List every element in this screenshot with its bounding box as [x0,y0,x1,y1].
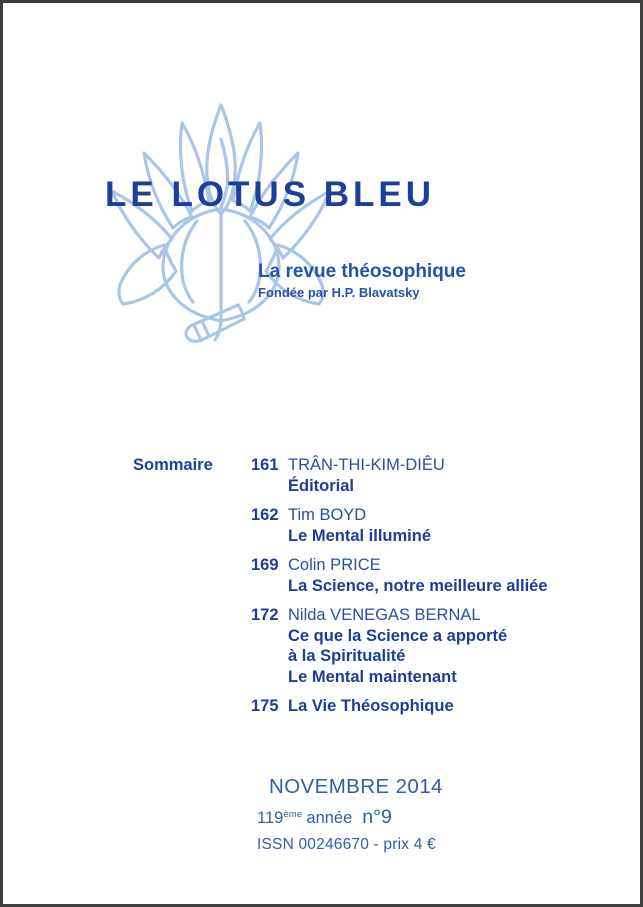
article-title: Éditorial [288,476,355,495]
entry-author-line [251,555,591,576]
author-name: Nilda VENEGAS BERNAL [288,606,481,624]
issn-line: ISSN 00246670 - prix 4 € [257,836,436,853]
sommaire-list [251,455,591,726]
year-word: année [306,809,353,827]
sommaire-entry [251,696,591,717]
page-number: 172 [251,606,279,624]
author-name: Tim BOYD [288,506,367,524]
sommaire-entry [251,605,591,687]
article-titles [251,576,591,597]
article-titles [251,476,591,497]
sommaire-entry [251,555,591,596]
article-title: Ce que la Science a apporté [288,626,508,645]
issue-year-line [257,805,443,828]
entry-author-line [251,455,591,476]
magazine-subtitle: La revue théosophique [258,261,466,282]
page-number: 161 [251,456,279,474]
year-value: 119 [257,809,284,827]
sommaire-label: Sommaire [133,456,213,474]
year-ordinal-suffix: ème [283,809,303,820]
magazine-title: LE LOTUS BLEU [105,175,436,214]
article-title: à la Spiritualité [288,647,406,665]
article-titles [251,526,591,547]
author-name: TRÂN-THI-KIM-DIÊU [288,456,445,474]
issue-number: n°9 [362,806,392,828]
entry-author-line [251,505,591,526]
entry-title-line [251,696,591,717]
issue-date: NOVEMBRE 2014 [269,775,443,798]
article-title: Le Mental maintenant [288,667,457,686]
article-titles [251,626,591,688]
article-title: La Science, notre meilleure alliée [288,576,548,595]
issue-info-block [257,776,443,854]
masthead-subtitle-block [258,261,466,300]
page-number: 162 [251,506,279,524]
sommaire-entry [251,455,591,496]
founder-line: Fondée par H.P. Blavatsky [258,285,420,300]
sommaire-entry [251,505,591,546]
entry-author-line [251,605,591,626]
article-title: La Vie Théosophique [288,697,454,715]
author-name: Colin PRICE [288,556,381,574]
page-number: 175 [251,697,279,715]
page-number: 169 [251,556,279,574]
lotus-flower-icon [98,93,348,351]
article-title: Le Mental illuminé [288,526,432,545]
